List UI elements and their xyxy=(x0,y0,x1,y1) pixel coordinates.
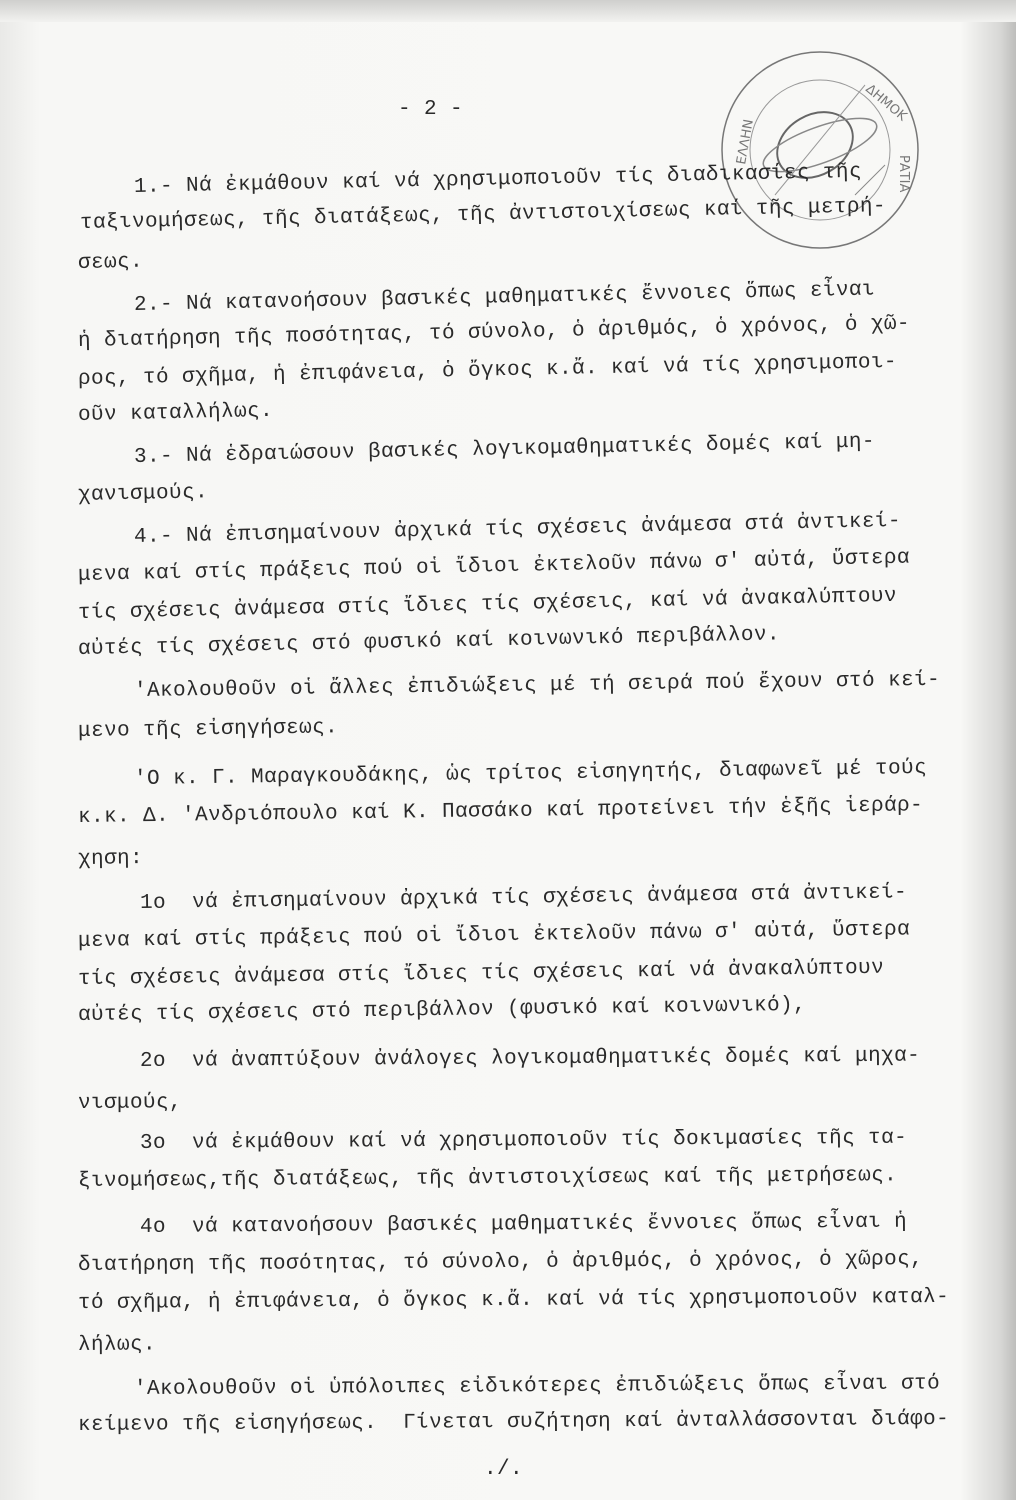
text-line: 3ο νά ἐκμάθουν καί νά χρησιμοποιοῦν τίς δοκιμασίες τῆς τα- xyxy=(139,1126,908,1155)
text-line: διατήρηση τῆς ποσότητας, τό σύνολο, ὁ ἀριθμός, ὁ χρόνος, ὁ χῶρος, xyxy=(77,1248,924,1277)
text-line: χηση: xyxy=(77,847,144,871)
text-line: 'Ακολουθοῦν οἱ ὑπόλοιπες εἰδικότερες ἐπιδιώξεις ὅπως εἶναι στό xyxy=(133,1372,941,1401)
text-line: ξινομήσεως,τῆς διατάξεως, τῆς ἀντιστοιχίσεως καί τῆς μετρήσεως. xyxy=(77,1164,898,1193)
text-line: τίς σχέσεις ἀνάμεσα στίς ἴδιες τίς σχέσεις, καί νά ἀνακαλύπτουν xyxy=(77,584,898,625)
text-line: κείμενο τῆς εἰσηγήσεως. Γίνεται συζήτηση καί ἀνταλλάσσονται διάφο- xyxy=(77,1407,950,1437)
text-line: 4ο νά κατανοήσουν βασικές μαθηματικές ἔννοιες ὅπως εἶναι ἡ xyxy=(139,1210,908,1239)
text-line: ἡ διατήρηση τῆς ποσότητας, τό σύνολο, ὁ ἀριθμός, ὁ χρόνος, ὁ χῶ- xyxy=(77,312,911,353)
text-line: μενο τῆς εἰσηγήσεως. xyxy=(77,716,339,743)
official-seal-stamp xyxy=(715,45,925,255)
text-line: 2.- Νά κατανοήσουν βασικές μαθηματικές ἔννοιες ὅπως εἶναι xyxy=(133,278,876,317)
text-line: μενα καί στίς πράξεις πού οἱ ἴδιοι ἐκτελοῦν πάνω σ' αὐτά, ὕστερα xyxy=(77,918,911,953)
text-line: λήλως. xyxy=(77,1333,157,1357)
text-line: μενα καί στίς πράξεις πού οἱ ἴδιοι ἐκτελοῦν πάνω σ' αὐτά, ὕστερα xyxy=(77,546,911,587)
page-top-edge xyxy=(0,0,1016,22)
text-line: αὐτές τίς σχέσεις στό περιβάλλον (φυσικό καί κοινωνικό), xyxy=(77,993,807,1027)
text-line: τίς σχέσεις ἀνάμεσα στίς ἴδιες τίς σχέσεις καί νά ἀνακαλύπτουν xyxy=(77,956,885,991)
text-line: οῦν καταλλήλως. xyxy=(77,399,274,427)
svg-text:ΕΛΛΗΝ: ΕΛΛΗΝ xyxy=(734,118,757,166)
text-line: 3.- Νά ἑδραιώσουν βασικές λογικομαθηματικές δομές καί μη- xyxy=(133,430,876,469)
text-line: 1ο νά ἐπισημαίνουν ἀρχικά τίς σχέσεις ἀνάμεσα στά ἀντικεί- xyxy=(139,881,908,915)
text-line: 'Ο κ. Γ. Μαραγκουδάκης, ὡς τρίτος εἰσηγητής, διαφωνεῖ μέ τούς xyxy=(133,756,928,791)
text-line: αὐτές τίς σχέσεις στό φυσικό καί κοινωνικό περιβάλλον. xyxy=(77,623,781,661)
text-line: χανισμούς. xyxy=(77,481,209,507)
svg-text:ΔΗΜΟΚ: ΔΗΜΟΚ xyxy=(862,81,910,125)
text-line: 4.- Νά ἐπισημαίνουν ἀρχικά τίς σχέσεις ἀνάμεσα στά ἀντικεί- xyxy=(133,509,902,549)
text-line: σεως. xyxy=(77,250,144,275)
text-line: τό σχῆμα, ἡ ἐπιφάνεια, ὁ ὄγκος κ.ἄ. καί νά τίς χρησιμοποιοῦν καταλ- xyxy=(77,1285,950,1315)
text-line: 1.- Νά ἐκμάθουν καί νά χρησιμοποιοῦν τίς διαδικασίες τῆς xyxy=(133,160,863,199)
text-line: νισμούς, xyxy=(77,1091,183,1115)
text-line: ταξινομήσεως, τῆς διατάξεως, τῆς ἀντιστοιχίσεως καί τῆς μετρή- xyxy=(79,195,887,235)
continuation-mark: ./. xyxy=(484,1458,524,1481)
page-number: - 2 - xyxy=(398,98,464,121)
text-line: κ.κ. Δ. 'Ανδριόπουλο καί Κ. Πασσάκο καί προτείνει τήν ἑξῆς ἱεράρ- xyxy=(77,794,924,829)
text-line: 2ο νά ἀναπτύξουν ἀνάλογες λογικομαθηματικές δομές καί μηχα- xyxy=(139,1044,921,1073)
svg-text:ΡΑΤΙΑ: ΡΑΤΙΑ xyxy=(896,155,911,193)
text-line: ρος, τό σχῆμα, ἡ ἐπιφάνεια, ὁ ὄγκος κ.ἄ. καί νά τίς χρησιμοποι- xyxy=(77,350,898,391)
text-line: 'Ακολουθοῦν οἱ ἄλλες ἐπιδιώξεις μέ τή σειρά πού ἔχουν στό κεί- xyxy=(133,668,941,703)
